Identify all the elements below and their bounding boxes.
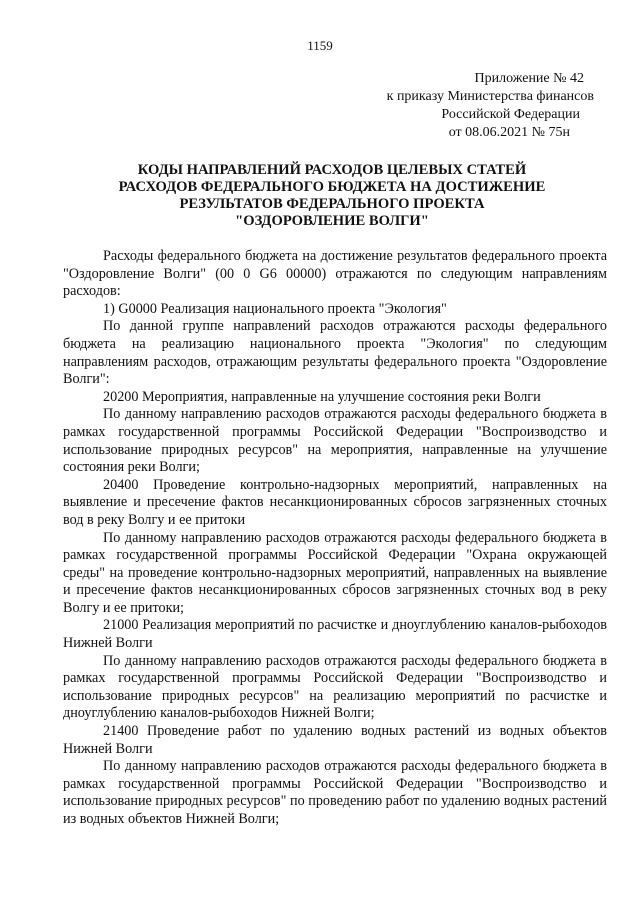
paragraph-code-20400: 20400 Проведение контрольно-надзорных мероприятий, направленных на выявление и пресечение фактов несанкционированных сбросов загрязненных сточных вод в реку Волгу и ее притоки [63, 476, 607, 528]
appendix-number: Приложение № 42 [474, 71, 584, 86]
page-number: 1159 [307, 38, 333, 53]
paragraph-desc-21000: По данному направлению расходов отражаются расходы федерального бюджета в рамках государственной программы Российской Федерации "Воспроизводство и использование природных ресурсов" на реализацию мероприятий по расчистке и дноуглублению каналов-рыбоходов Нижней Волги; [63, 652, 607, 722]
paragraph-intro: Расходы федерального бюджета на достижение результатов федерального проекта "Оздоровление Волги" (00 0 G6 00000) отражаются по следующим направлениям расходов: [63, 248, 607, 300]
paragraph-code-group: 1) G0000 Реализация национального проекта "Экология" [103, 300, 447, 317]
title-line: РАСХОДОВ ФЕДЕРАЛЬНОГО БЮДЖЕТА НА ДОСТИЖЕНИЕ [118, 179, 546, 195]
paragraph-group-desc: По данной группе направлений расходов отражаются расходы федерального бюджета на реализацию национального проекта "Экология" по следующим направлениям расходов, отражающим результаты федерального проекта "Оздоровление Волги": [63, 318, 607, 388]
paragraph-code-20200: 20200 Мероприятия, направленные на улучшение состояния реки Волги [103, 388, 541, 405]
title-line: КОДЫ НАПРАВЛЕНИЙ РАСХОДОВ ЦЕЛЕВЫХ СТАТЕЙ [137, 162, 527, 178]
paragraph-desc-21400: По данному направлению расходов отражаются расходы федерального бюджета в рамках государственной программы Российской Федерации "Воспроизводство и использование природных ресурсов" по проведению работ по удалению водных растений из водных объектов Нижней Волги; [63, 758, 607, 827]
title-line: РЕЗУЛЬТАТОВ ФЕДЕРАЛЬНОГО ПРОЕКТА [179, 196, 485, 212]
paragraph-code-21000: 21000 Реализация мероприятий по расчистке и дноуглублению каналов-рыбоходов Нижней Волги [63, 617, 607, 652]
document-body [63, 248, 607, 829]
appendix-header [344, 70, 594, 142]
paragraph-desc-20200: По данному направлению расходов отражаются расходы федерального бюджета в рамках государственной программы Российской Федерации "Воспроизводство и использование природных ресурсов" на мероприятия, направленные на улучшение состояния реки Волги; [63, 406, 607, 476]
paragraph-code-21400: 21400 Проведение работ по удалению водных растений из водных объектов Нижней Волги [63, 723, 607, 757]
appendix-order-ref: к приказу Министерства финансов [386, 89, 594, 104]
paragraph-desc-20400: По данному направлению расходов отражаются расходы федерального бюджета в рамках государственной программы Российской Федерации "Охрана окружающей среды" на проведение контрольно-надзорных мероприятий, направленных на выявление и пресечение фактов несанкционированных сбросов загрязненных сточных вод в реку Волгу и ее притоки; [63, 529, 607, 616]
appendix-country: Российской Федерации [441, 107, 580, 122]
title-line: "ОЗДОРОВЛЕНИЕ ВОЛГИ" [235, 213, 429, 229]
appendix-date: от 08.06.2021 № 75н [448, 125, 570, 140]
document-title [60, 162, 604, 230]
